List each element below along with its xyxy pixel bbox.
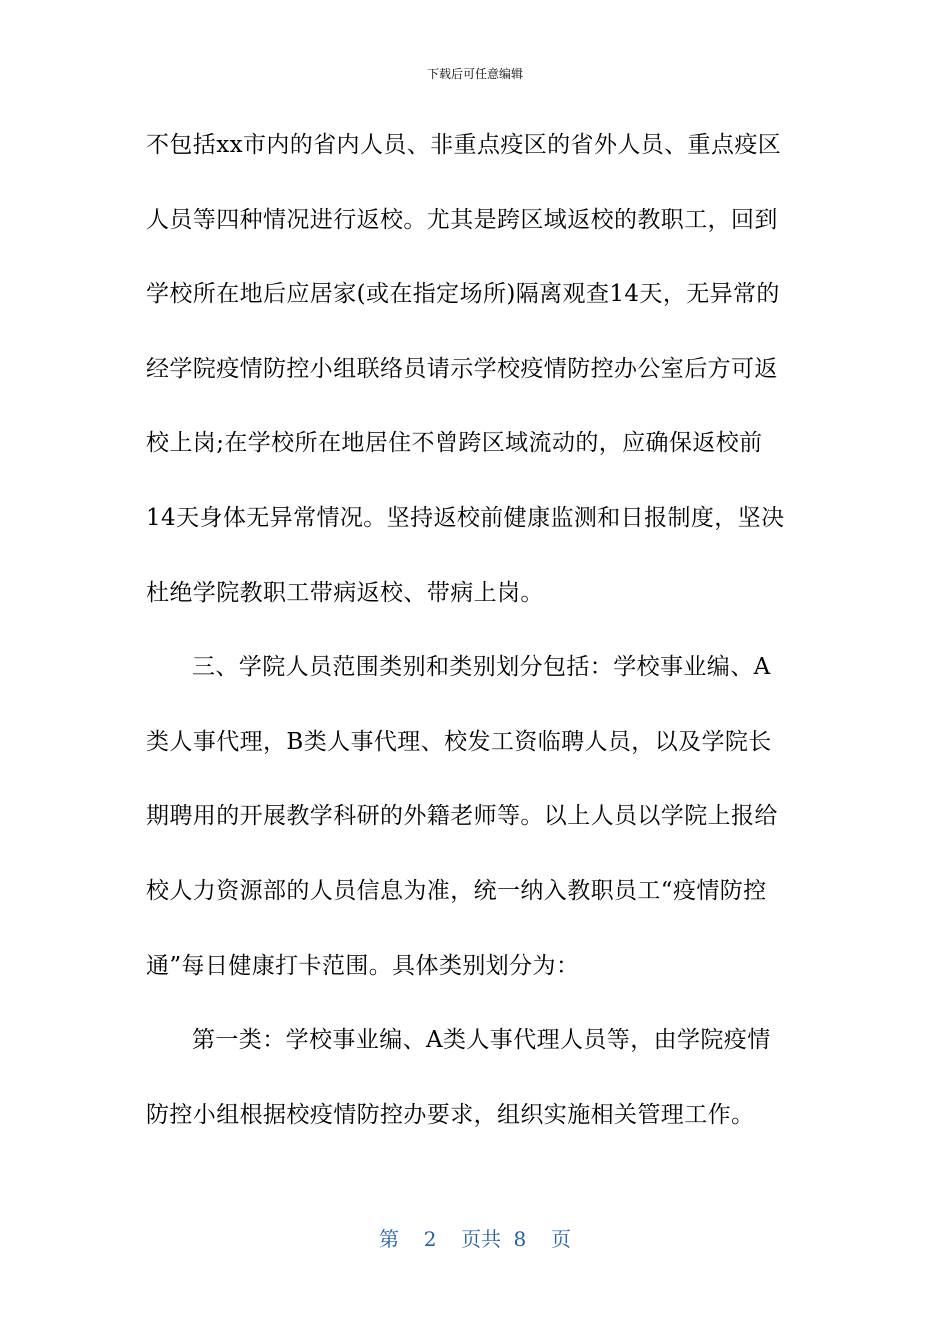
text-line: 14天身体无异常情况。坚持返校前健康监测和日报制度，坚决 xyxy=(146,504,785,531)
text-line: 人员等四种情况进行返校。尤其是跨区域返校的教职工，回到 xyxy=(146,206,778,233)
text-line: 经学院疫情防控小组联络员请示学校疫情防控办公室后方可返 xyxy=(146,355,778,382)
text-line: 类人事代理，B类人事代理、校发工资临聘人员，以及学院长 xyxy=(146,728,772,755)
page-number-footer xyxy=(0,1226,950,1252)
text-line: 防控小组根据校疫情防控办要求，组织实施相关管理工作。 xyxy=(146,1101,755,1128)
paragraph-start-line: 第一类：学校事业编、A类人事代理人员等，由学院疫情 xyxy=(192,1027,771,1054)
text-line: 通”每日健康打卡范围。具体类别划分为： xyxy=(146,952,580,979)
text-line: 不包括xx市内的省内人员、非重点疫区的省外人员、重点疫区 xyxy=(146,132,782,158)
text-line: 期聘用的开展教学科研的外籍老师等。以上人员以学院上报给 xyxy=(146,803,778,830)
page-header: 下载后可任意编辑 xyxy=(426,67,523,81)
paragraph-start-line: 三、学院人员范围类别和类别划分包括：学校事业编、A xyxy=(192,654,771,681)
text-line: 校上岗;在学校所在地居住不曾跨区域流动的，应确保返校前 xyxy=(146,430,763,457)
text-line: 杜绝学院教职工带病返校、带病上岗。 xyxy=(146,579,544,606)
text-line: 学校所在地后应居家(或在指定场所)隔离观查14天，无异常的 xyxy=(146,281,780,308)
text-line: 校人力资源部的人员信息为准，统一纳入教职员工“疫情防控 xyxy=(146,877,767,904)
document-body xyxy=(146,120,806,1164)
page-number-text: 第 2 页共 8 页 xyxy=(379,1227,571,1251)
